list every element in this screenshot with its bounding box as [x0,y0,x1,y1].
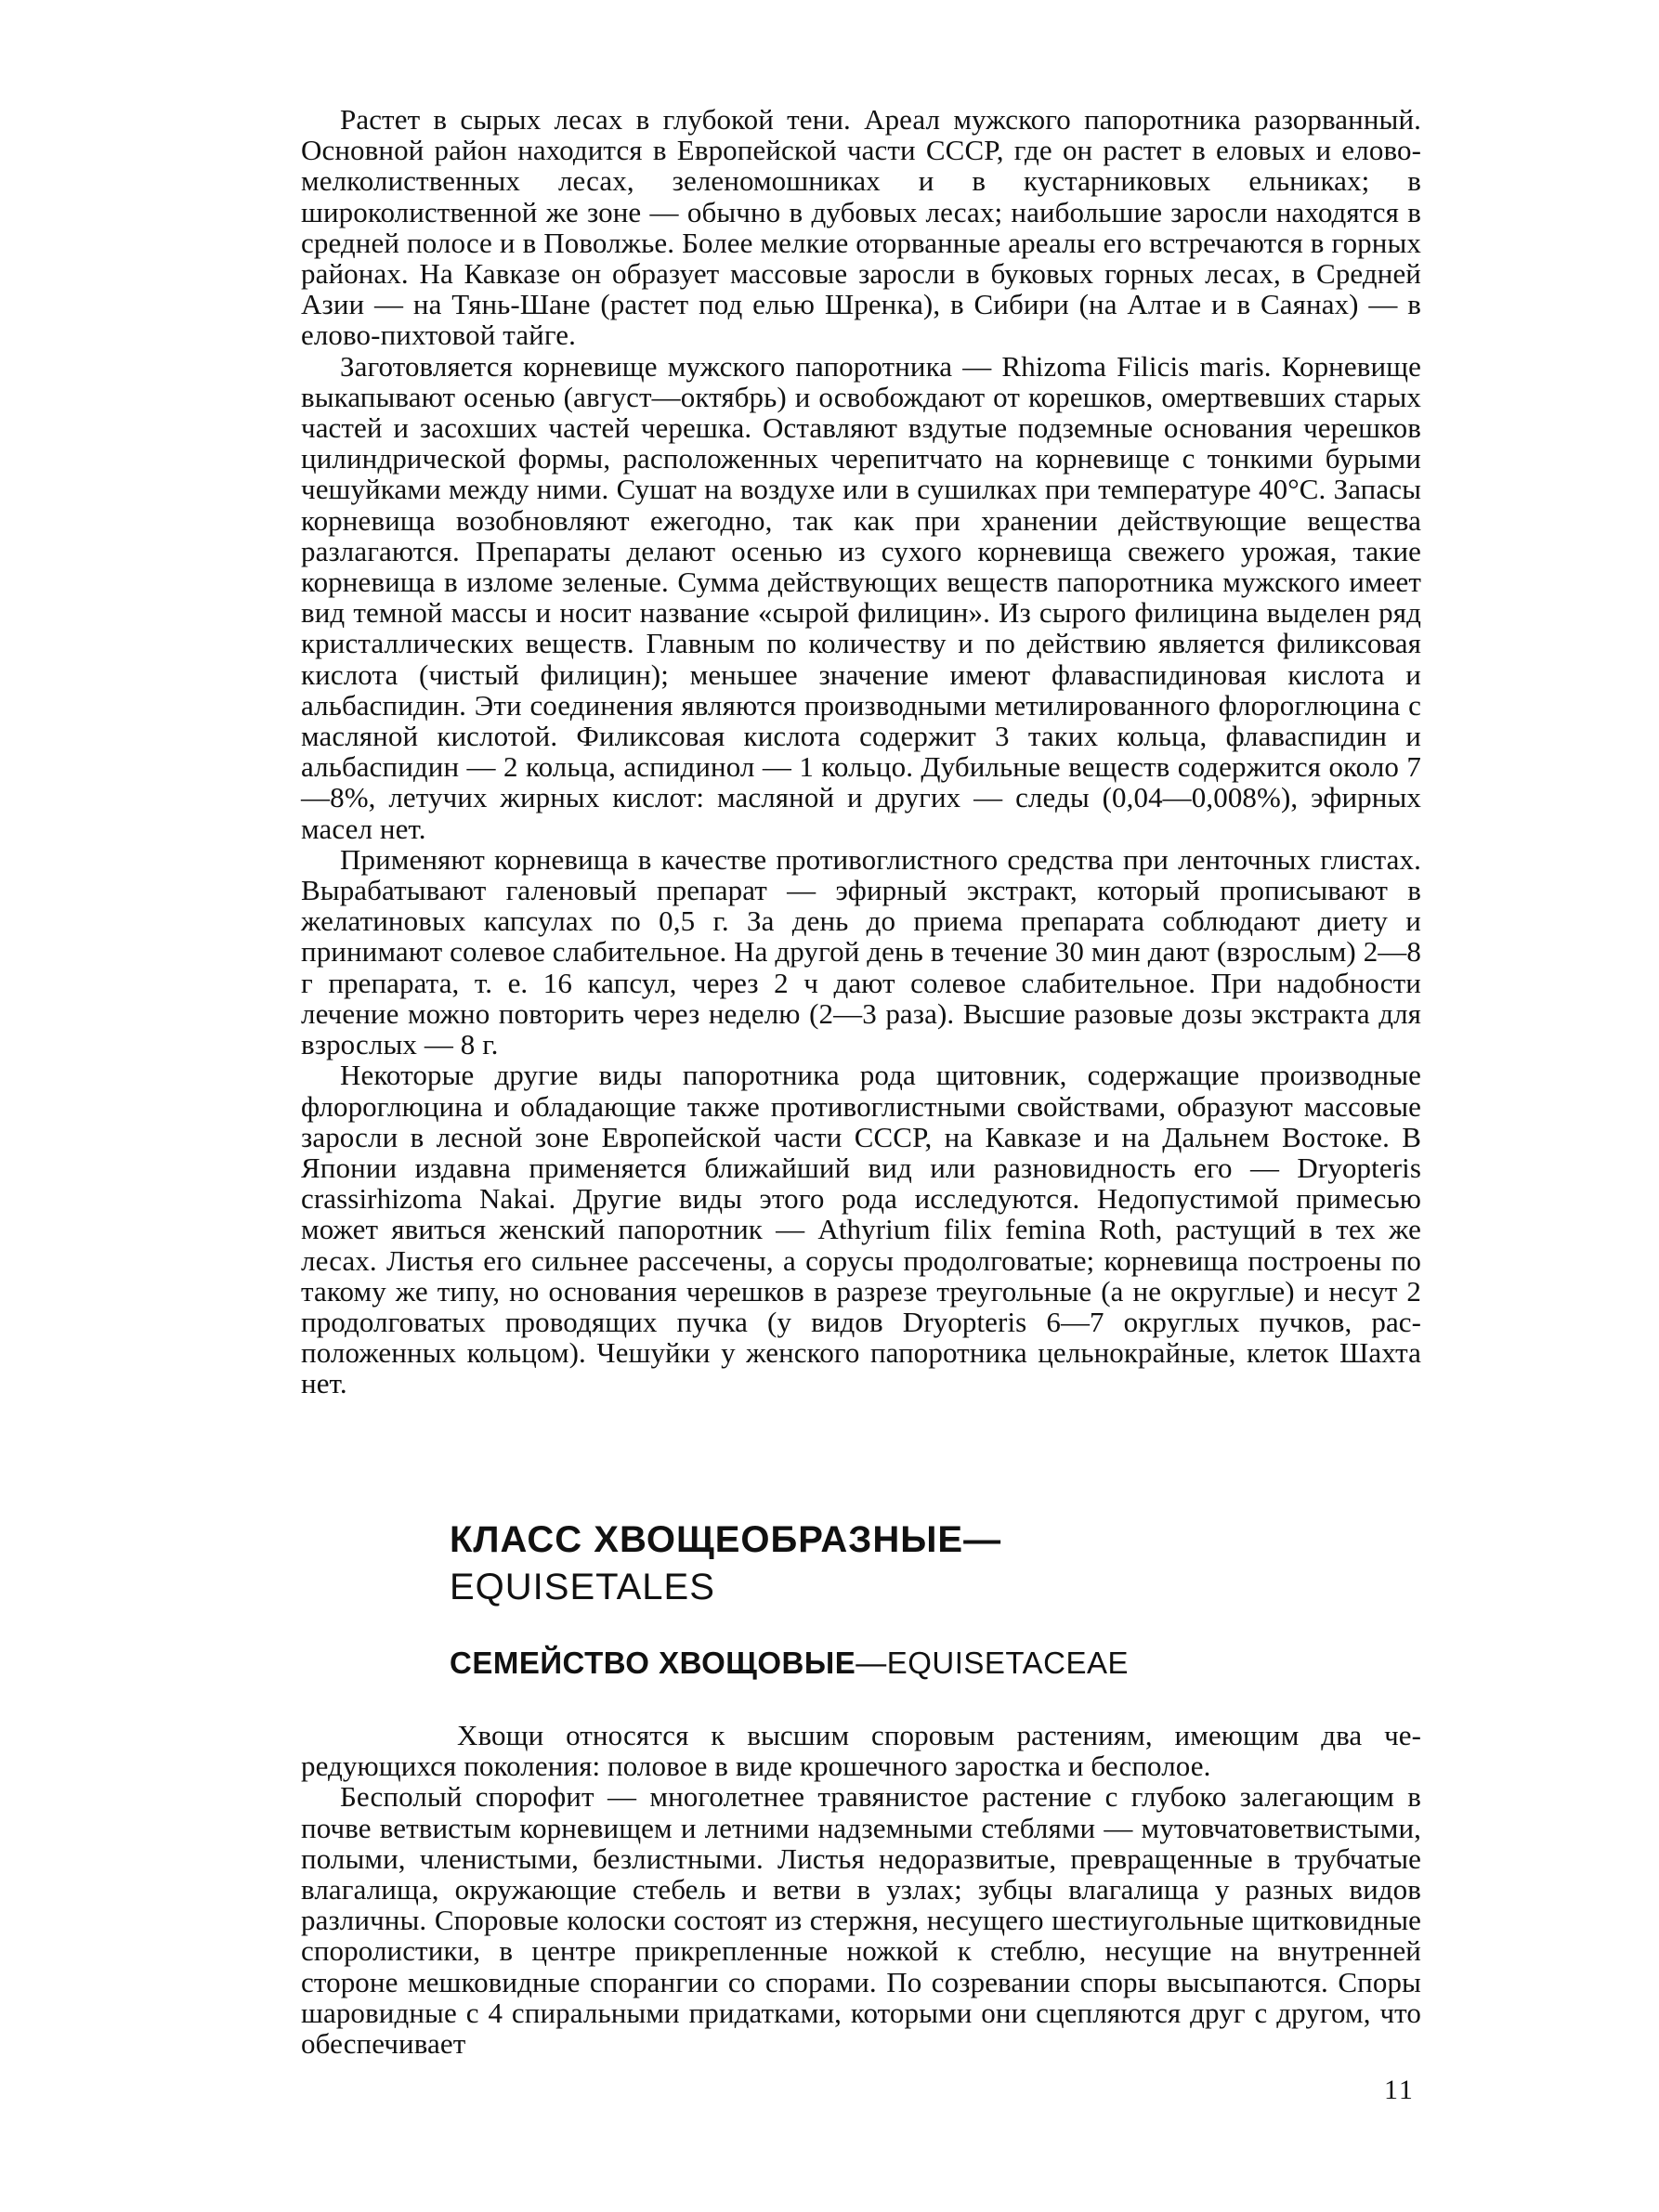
class-heading [450,1516,1286,1610]
paragraph-horsetail-intro: Хвощи относятся к высшим споровым растениям, имеющим два чередующихся поколения: половое в виде крошечного заростка и бесполое. [301,1719,1421,1783]
top-text-block [301,104,1421,1399]
family-heading [450,1646,1378,1681]
page-number: 11 [1384,2075,1415,2105]
paragraph-habitat: Растет в сырых лесах в глубокой тени. Ареал мужского папоротника разорванный. Основной район находится в Европейской части СССР, где он растет в еловых и елово-мелколиственных лесах, зеленомошниках и в кустарниковых ельниках; в широколиственной же зоне — обычно в дубовых лесах; наибольшие заросли находятся в средней полосе и в Поволжье. Более мелкие оторванные ареалы его встречаются в горных районах. На Кавказе он образует массовые заросли в буковых горных лесах, в Средней Азии — на Тянь-Шане (растет под елью Шренка), в Сибири (на Алтае и в Саянах) — в елово-пихтовой тайге. [301,103,1421,352]
paragraph-sporophyte: Бесполый спорофит — многолетнее травянистое растение с глубоко залегающим в почве ветвистым корневищем и летними надземными стеблями — мутовчатоветвистыми, полыми, членистыми, безлистными. Листья недоразвитые, превращенные в трубчатые влагалища, окружающие стебель и ветви в узлах; зубцы влагалища у разных видов различны. Споровые колоски состоят из стержня, несущего шестиугольные щитковидные споролистики, в центре прикрепленные ножкой к стеблю, несущие на внутренней стороне мешковидные спорангии со спорами. По созревании споры высыпаются. Споры шаровидные с 4 спиральными придатками, которыми они сцепляются друг с другом, что обеспечивает [301,1780,1421,2061]
class-heading-latin: EQUISETALES [450,1567,715,1607]
paragraph-harvesting: Заготовляется корневище мужского папоротника — Rhizoma Filicis maris. Корневище выкапывают осенью (август—октябрь) и освобождают от корешков, омертвевших старых частей и засохших частей черешка. Оставляют вздутые подземные основания черешков цилиндрической формы, расположенных черепитчато на корневище с тонкими бурыми чешуйками между ними. Сушат на воздухе или в сушилках при температуре 40°С. Запасы корневища возобновляют ежегодно, так как при хранении действующие вещества разлагаются. Препараты делают осенью из сухого корневища свежего урожая, такие корневища в изломе зеленые. Сумма действующих веществ папоротника мужского имеет вид темной массы и носит название «сырой филицин». Из сырого филицина выделен ряд кристаллических веществ. Главным по количеству и по действию является филиксовая кислота (чистый филицин); меньшее значение имеют флаваспидиновая кислота и альбаспидин. Эти соединения являются производными метилированного флороглюцина с масляной кислотой. Филиксовая кислота содержит 3 таких кольца, флаваспидин и альбаспидин — 2 кольца, аспидинол — 1 кольцо. Дубильные веществ содержится около 7—8%, летучих жирных кислот: масляной и других — следы (0,04—0,008%), эфирных масел нет. [301,349,1421,845]
bottom-text-block [301,1720,1421,2059]
family-heading-russian: СЕМЕЙСТВО ХВОЩОВЫЕ [450,1646,856,1680]
paragraph-other-species: Некоторые другие виды папоротника рода щитовник, содержащие производные флороглюцина и обладающие также противоглистными свойствами, образуют массовые заросли в лесной зоне Европейской части СССР, на Кавказе и на Дальнем Востоке. В Японии издавна применяется ближайший вид или разновидность его — Dryopteris crassirhizoma Nakai. Другие виды этого рода исследуются. Недопустимой примесью может явиться женский папоротник — Athyrium filix femina Roth, растущий в тех же лесах. Листья его сильнее рассечены, а сорусы продолговатые; корневища построены по такому же типу, но основания черешков в разрезе треугольные (а не округлые) и несут 2 продолговатых проводящих пучка (у видов Dryopteris 6—7 округлых пучков, расположенных кольцом). Чешуйки у женского папоротника цельнокрайные, клеток Шахта нет. [301,1059,1421,1400]
class-heading-russian: КЛАСС ХВОЩЕОБРАЗНЫЕ— [450,1519,1002,1560]
paragraph-application: Применяют корневища в качестве противоглистного средства при ленточных глистах. Вырабатывают галеновый препарат — эфирный экстракт, который прописывают в желатиновых капсулах по 0,5 г. За день до приема препарата соблюдают диету и принимают солевое слабительное. На другой день в течение 30 мин дают (взрослым) 2—8 г препарата, т. е. 16 капсул, через 2 ч дают солевое слабительное. При надобности лечение можно повторить через неделю (2—3 раза). Высшие разовые дозы экстракта для взрослых — 8 г. [301,842,1421,1061]
family-heading-latin: —EQUISETACEAE [856,1646,1130,1680]
